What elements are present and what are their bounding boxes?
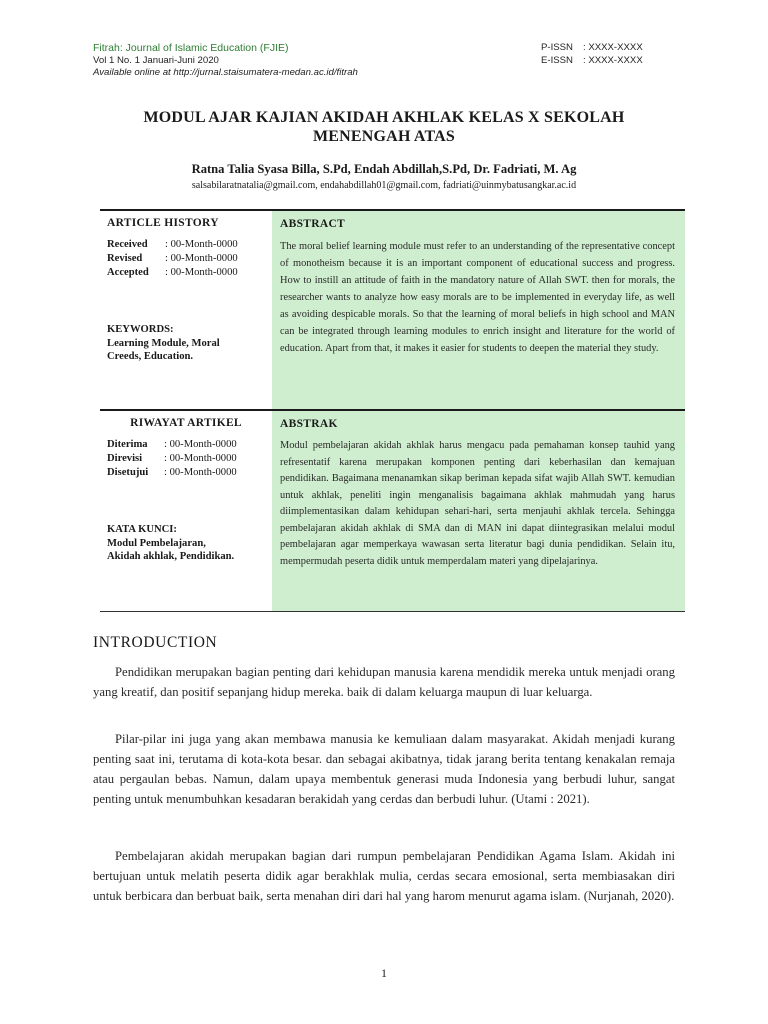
- article-info-indonesian: [100, 409, 685, 612]
- kata-kunci-line: Akidah akhlak, Pendidikan.: [107, 551, 235, 562]
- history-accepted: Accepted : 00-Month-0000: [107, 267, 238, 278]
- issn-info: [541, 42, 643, 67]
- kata-kunci-heading: KATA KUNCI:: [107, 524, 177, 535]
- p-issn: P-ISSN : XXXX-XXXX: [541, 42, 643, 53]
- journal-title: Fitrah: Journal of Islamic Education (FJIE): [93, 42, 289, 54]
- abstract-heading: ABSTRACT: [280, 218, 346, 230]
- abstract-text: The moral belief learning module must refer to an understanding of the representative concept of monotheism because it is an important component of educational success and progress. How to instill an attitude of faith in the mandatory nature of Allah SWT. then for morals, the researcher wants to analyze how easy morals are to be implemented in everyday life, as well as avoiding despicable morals. So that the learning of moral beliefs in high school and MAN can be integrated through learning modules to enrich insight and literature for the world of education. Apart from that, it makes it easier for students to deepen the material they study.: [280, 241, 675, 354]
- kata-kunci-line: Modul Pembelajaran,: [107, 537, 206, 549]
- journal-url[interactable]: Available online at http://jurnal.staisumatera-medan.ac.id/fitrah: [93, 67, 358, 78]
- journal-volume: Vol 1 No. 1 Januari-Juni 2020: [93, 54, 219, 66]
- abstrak-panel: [272, 411, 685, 611]
- abstract-panel: [272, 211, 685, 409]
- page-number: 1: [381, 966, 387, 980]
- author-emails[interactable]: salsabilaratnatalia@gmail.com, endahabdillah01@gmail.com, fadriati@uinmybatusangkar.ac.id: [191, 180, 577, 191]
- history-diterima: Diterima : 00-Month-0000: [107, 439, 237, 450]
- history-received: Received : 00-Month-0000: [107, 239, 238, 250]
- keywords-line: Creeds, Education.: [107, 351, 194, 362]
- article-history: [107, 238, 238, 280]
- keywords: [107, 323, 220, 364]
- abstrak-heading: ABSTRAK: [280, 418, 338, 430]
- journal-info: [93, 42, 358, 80]
- keywords-line: Learning Module, Moral: [107, 337, 220, 349]
- history-revised: Revised : 00-Month-0000: [107, 253, 238, 264]
- article-info-english: [100, 209, 685, 410]
- paper-authors: Ratna Talia Syasa Billa, S.Pd, Endah Abdillah,S.Pd, Dr. Fadriati, M. Ag: [191, 162, 577, 176]
- introduction-heading: INTRODUCTION: [93, 634, 218, 651]
- history-disetujui: Disetujui : 00-Month-0000: [107, 467, 237, 478]
- body-paragraph: Pendidikan merupakan bagian penting dari kehidupan manusia karena mendidik mereka untuk menjadi orang yang kreatif, dan positif sepanjang hidup mereka. baik di dalam keluarga maupun di luar keluarga.: [93, 665, 675, 699]
- body-paragraph: Pembelajaran akidah merupakan bagian dari rumpun pembelajaran Pendidikan Agama Islam. Akidah ini bertujuan untuk melatih peserta didik agar berakhlak mulia, cerdas secara emosional, serta membiasakan diri untuk berbicara dan berbuat baik, serta menahan diri dari hal yang harom menurut agama islam. (Nurjanah, 2020).: [93, 849, 675, 903]
- keywords-heading: KEYWORDS:: [107, 324, 174, 335]
- article-history-heading: ARTICLE HISTORY: [107, 217, 219, 229]
- body-paragraph: Pilar-pilar ini juga yang akan membawa manusia ke kemuliaan dalam masyarakat. Akidah menjadi kurang penting saat ini, terutama di kota-kota besar. dan sebagai akibatnya, tidak jarang berita tentang kenakalan remaja atau pergaulan bebas. Namun, dalam upaya membentuk generasi muda Indonesia yang berbudi luhur, sangat penting untuk menumbuhkan kesadaran berakidah yang cerdas dan berbudi luhur. (Utami : 2021).: [93, 732, 675, 806]
- riwayat-artikel-heading: RIWAYAT ARTIKEL: [130, 417, 242, 429]
- kata-kunci: [107, 523, 234, 564]
- paper-title: MODUL AJAR KAJIAN AKIDAH AKHLAK KELAS X SEKOLAH MENENGAH ATAS: [143, 109, 625, 145]
- block-bottom-rule: [100, 611, 685, 612]
- riwayat-artikel: [107, 438, 237, 480]
- e-issn: E-ISSN : XXXX-XXXX: [541, 54, 643, 66]
- abstrak-text: Modul pembelajaran akidah akhlak harus mengacu pada pemahaman konsep tauhid yang refresentatif karena merupakan komponen penting dari keberhasilan dan kemajuan pendidikan. Bagaimana menanamkan sikap beriman kepada sifat wajib Allah SWT. kemudian untuk akhlak, peneliti ingin menganalisis bagaimana akhlak mahmudah yang harus diimplementasikan dalam kehidupan sehari-hari, serta menjauhi akhlak tercela. Sehingga pembelajaran akidah akhlak di SMA dan di MAN ini dapat diintegrasikan melalui modul pembelajaran agar memperkaya wawasan serta literatur bagi dunia pendidikan. Selain itu, mempermudah peserta didik untuk memperdalam materi yang dipelajarinya.: [280, 440, 675, 567]
- history-direvisi: Direvisi : 00-Month-0000: [107, 453, 237, 464]
